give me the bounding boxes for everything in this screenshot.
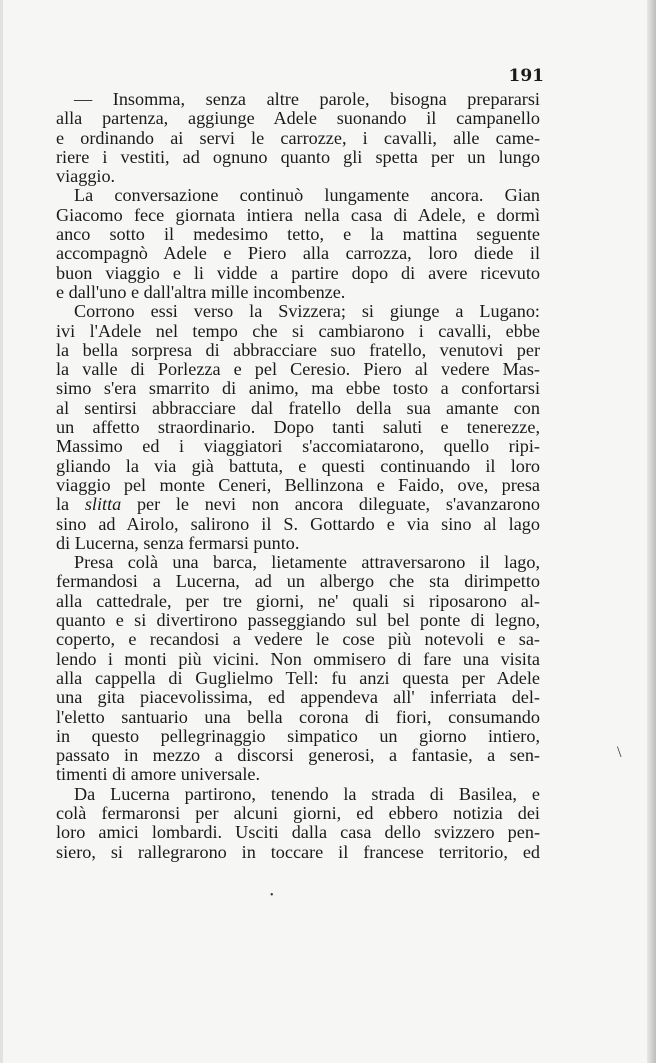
text-line: viaggio pel monte Ceneri, Bellinzona e Faido, ove, presa (56, 474, 540, 495)
italic-word: slitta (84, 494, 122, 515)
text-line: Da Lucerna partirono, tenendo la strada di Basilea, e (74, 783, 540, 804)
text-line: quanto e si divertirono passeggiando sul bel ponte di legno, (56, 610, 540, 631)
text-line: passato in mezzo a discorsi generosi, a fantasie, a sen- (56, 745, 540, 766)
text-line: ivi l'Adele nel tempo che si cambiarono i cavalli, ebbe (56, 320, 540, 341)
text-line: la valle di Porlezza e pel Ceresio. Piero al vedere Mas- (56, 359, 540, 380)
text-line: in questo pellegrinaggio simpatico un giorno intiero, (56, 725, 540, 746)
text-line: sino ad Airolo, salirono il S. Gottardo e via sino al lago (56, 513, 540, 534)
text-line: Massimo ed i viaggiatori s'accomiatarono, quello ripi- (56, 436, 540, 457)
text-line: la bella sorpresa di abbracciare suo fratello, venutovi per (56, 339, 540, 360)
text-line: lendo i monti più vicini. Non ommisero di fare una visita (56, 648, 540, 669)
text-line: viaggio. (56, 166, 116, 187)
text-line: al sentirsi abbracciare dal fratello della sua amante con (56, 397, 540, 418)
text-line: gliando la via già battuta, e questi continuando il loro (56, 455, 540, 476)
text-line: Presa colà una barca, lietamente attraversarono il lago, (74, 552, 540, 573)
text-line: buon viaggio e li vidde a partire dopo di avere ricevuto (56, 262, 540, 283)
text-line: coperto, e recandosi a vedere le cose più notevoli e sa- (56, 629, 540, 650)
page-right-edge (647, 0, 656, 1063)
text-line: La conversazione continuò lungamente ancora. Gian (74, 185, 540, 206)
text-line: colà fermaronsi per alcuni giorni, ed ebbero notizia dei (56, 802, 540, 823)
text-line: simo s'era smarrito di animo, ma ebbe tosto a confortarsi (56, 378, 540, 399)
text-line: siero, si rallegrarono in toccare il francese territorio, ed (56, 841, 540, 862)
text-line: alla cappella di Guglielmo Tell: fu anzi questa per Adele (56, 667, 540, 688)
text-line: di Lucerna, senza fermarsi punto. (56, 532, 300, 553)
text-line: riere i vestiti, ad ognuno quanto gli spetta per un lungo (56, 146, 540, 167)
text-line: loro amici lombardi. Usciti dalla casa dello svizzero pen- (56, 822, 540, 843)
text-line: l'eletto santuario una bella corona di fiori, consumando (56, 706, 540, 727)
body-text (56, 90, 540, 862)
text-line: timenti di amore universale. (56, 764, 261, 785)
ink-speck: • (270, 890, 274, 901)
text-line: Corrono essi verso la Svizzera; si giunge a Lugano: (74, 301, 540, 322)
text-line: Giacomo fece giornata intiera nella casa di Adele, e dormì (56, 204, 540, 225)
text-line: — Insomma, senza altre parole, bisogna prepararsi (74, 89, 540, 109)
text-line: alla partenza, aggiunge Adele suonando il campanello (56, 108, 540, 129)
page-number: 191 (508, 66, 544, 86)
text-line: un affetto straordinario. Dopo tanti saluti e tenerezze, (56, 417, 540, 438)
text-line: fermandosi a Lucerna, ad un albergo che sta dirimpetto (56, 571, 540, 592)
text-line: e dall'uno e dall'altra mille incombenze. (56, 281, 346, 302)
text-line: e ordinando ai servi le carrozze, i cavalli, alle came- (56, 127, 540, 148)
text-line: anco sotto il medesimo tetto, e la mattina seguente (56, 224, 540, 245)
margin-mark: \ (617, 744, 622, 761)
page-left-edge (0, 0, 3, 1063)
text-line: accompagnò Adele e Piero alla carrozza, loro diede il (56, 243, 540, 264)
text-line: alla cattedrale, per tre giorni, ne' quali si riposarono al- (56, 590, 540, 611)
text-line: una gita piacevolissima, ed appendeva all' inferriata del- (56, 687, 540, 708)
text-line: la slitta per le nevi non ancora dileguate, s'avanzarono (56, 494, 540, 515)
